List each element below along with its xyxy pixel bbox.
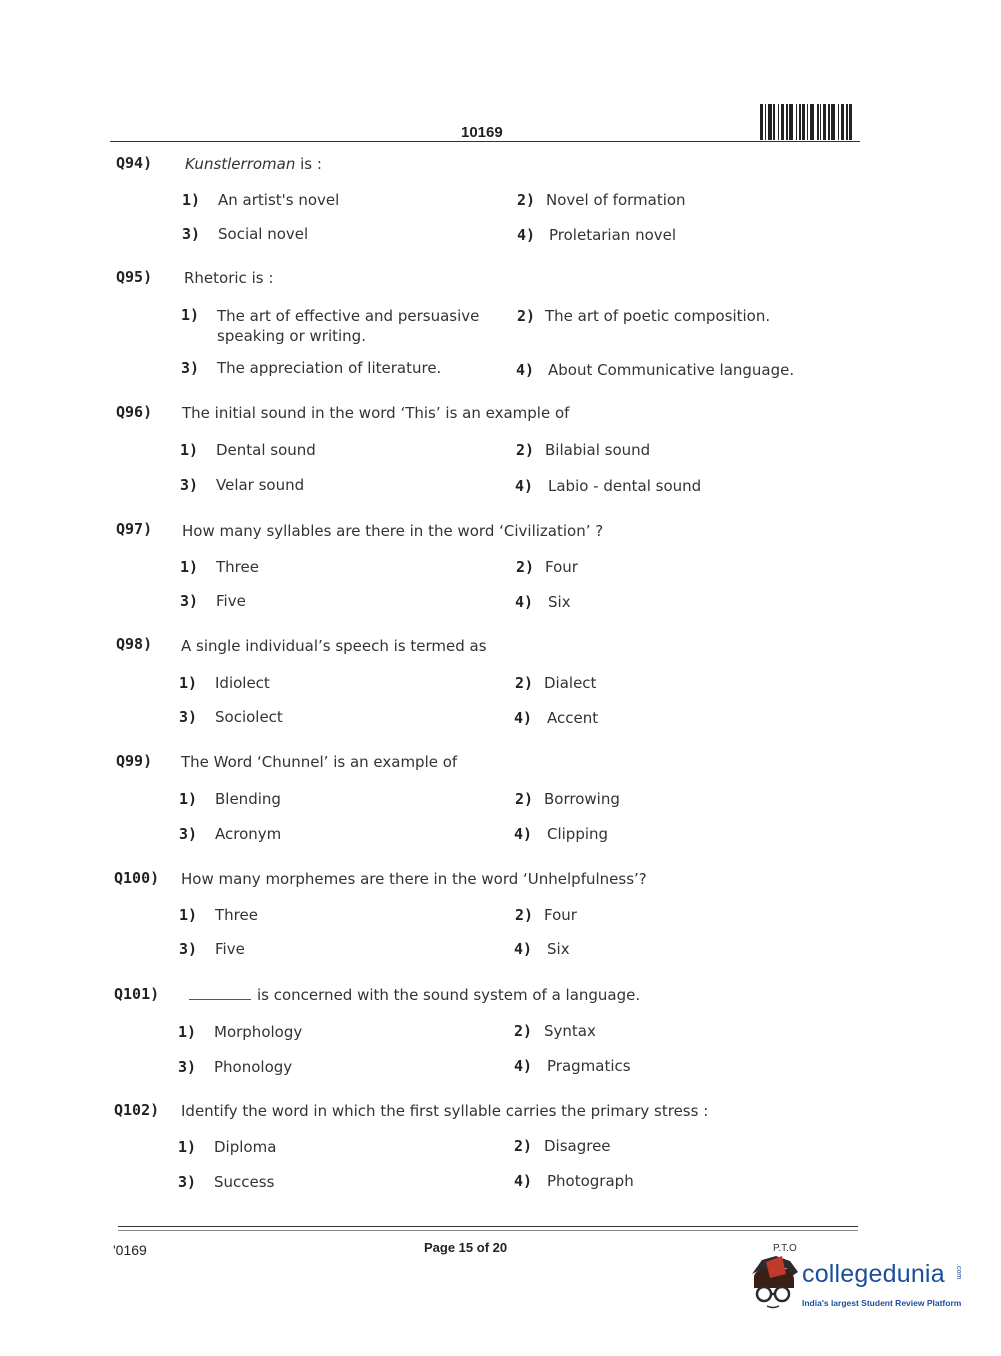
option-1[interactable]: [182, 191, 339, 209]
option-text: Three: [216, 558, 259, 576]
question-text: The Word ‘Chunnel’ is an example of: [181, 753, 458, 771]
option-number: 3): [182, 225, 201, 243]
question-number: Q97): [116, 520, 153, 538]
option-4[interactable]: [515, 593, 571, 611]
question-number: Q94): [116, 154, 153, 172]
option-number: 4): [514, 940, 533, 958]
logo-tagline: India's largest Student Review Platform: [802, 1298, 962, 1308]
option-text: Velar sound: [216, 476, 305, 494]
option-text: Accent: [547, 709, 599, 727]
option-2[interactable]: [514, 1022, 596, 1040]
option-number: 1): [179, 906, 198, 924]
option-1[interactable]: [179, 906, 258, 924]
option-text: Dental sound: [216, 441, 316, 459]
option-number: 3): [178, 1173, 197, 1191]
option-text: Five: [216, 592, 246, 610]
option-text: Sociolect: [215, 708, 283, 726]
question-text: How many morphemes are there in the word ‘Unhelpfulness’?: [181, 870, 647, 888]
option-number: 1): [178, 1138, 197, 1156]
option-text: Blending: [215, 790, 281, 808]
question-number: Q100): [114, 869, 160, 887]
option-number: 4): [514, 709, 533, 727]
option-text: The appreciation of literature.: [217, 359, 442, 377]
option-2[interactable]: [515, 674, 596, 692]
question-text-rest: is concerned with the sound system of a language.: [257, 986, 641, 1004]
option-3[interactable]: [178, 1173, 274, 1191]
option-1[interactable]: [178, 1138, 276, 1156]
option-number: 2): [517, 307, 536, 325]
option-text: Pragmatics: [547, 1057, 631, 1075]
option-4[interactable]: [516, 361, 794, 379]
option-text: Three: [215, 906, 258, 924]
question-text: How many syllables are there in the word ‘Civilization’ ?: [182, 522, 604, 540]
footer-rule-thin: [118, 1230, 858, 1231]
option-number: 1): [179, 674, 198, 692]
option-3[interactable]: [182, 225, 308, 243]
option-text: Success: [214, 1173, 275, 1191]
option-2[interactable]: [517, 307, 770, 325]
option-text: Diploma: [214, 1138, 277, 1156]
question-number: Q95): [116, 268, 153, 286]
option-number: 4): [515, 593, 534, 611]
option-2[interactable]: [515, 790, 620, 808]
option-number: 2): [514, 1022, 533, 1040]
option-4[interactable]: [514, 709, 598, 727]
option-text: Four: [544, 906, 577, 924]
option-number: 2): [515, 906, 534, 924]
option-text: Syntax: [544, 1022, 596, 1040]
logo-wordmark: collegedunia: [802, 1260, 945, 1288]
paper-code: 10169: [461, 124, 503, 141]
option-number: 2): [516, 441, 535, 459]
option-1[interactable]: [178, 1023, 302, 1041]
question-text-italic: Kunstlerroman: [185, 155, 296, 173]
collegedunia-logo[interactable]: [742, 1252, 972, 1316]
option-4[interactable]: [514, 940, 570, 958]
option-text: Phonology: [214, 1058, 293, 1076]
option-number: 4): [514, 1057, 533, 1075]
option-number: 3): [180, 476, 199, 494]
option-3[interactable]: [180, 476, 304, 494]
option-4[interactable]: [514, 825, 608, 843]
option-2[interactable]: [517, 191, 686, 209]
question-number: Q98): [116, 635, 153, 653]
option-number: 3): [178, 1058, 197, 1076]
option-text: Bilabial sound: [545, 441, 651, 459]
option-text: Six: [547, 940, 570, 958]
option-text: Five: [215, 940, 245, 958]
question-text-rest: is :: [295, 155, 322, 173]
option-text: Clipping: [547, 825, 609, 843]
option-text: Idiolect: [215, 674, 270, 692]
option-2[interactable]: [516, 441, 650, 459]
option-number: 3): [181, 359, 200, 377]
option-3[interactable]: [179, 940, 245, 958]
fill-in-blank: [189, 989, 251, 1000]
option-number: 1): [181, 306, 200, 324]
question-text: A single individual’s speech is termed as: [181, 637, 487, 655]
option-number: 4): [516, 361, 535, 379]
option-2[interactable]: [516, 558, 578, 576]
option-1[interactable]: [179, 674, 270, 692]
option-3[interactable]: [179, 708, 283, 726]
question-number: Q101): [114, 985, 160, 1003]
option-text: Labio - dental sound: [548, 477, 702, 495]
option-number: 3): [179, 708, 198, 726]
option-text: About Communicative language.: [548, 361, 795, 379]
footer-paper-code: '0169: [113, 1242, 147, 1258]
question-text: Rhetoric is :: [184, 269, 274, 287]
option-number: 3): [180, 592, 199, 610]
page-number: Page 15 of 20: [424, 1240, 508, 1255]
option-number: 4): [515, 477, 534, 495]
option-text: Four: [545, 558, 578, 576]
option-text: Novel of formation: [546, 191, 686, 209]
student-mascot-icon: [742, 1252, 802, 1312]
option-number: 2): [517, 191, 536, 209]
option-number: 1): [180, 558, 199, 576]
logo-domain: .com: [955, 1264, 962, 1280]
option-1[interactable]: [180, 558, 259, 576]
header-rule: [110, 141, 860, 142]
option-number: 3): [179, 825, 198, 843]
option-number: 2): [516, 558, 535, 576]
question-text: [189, 986, 640, 1004]
option-number: 2): [514, 1137, 533, 1155]
option-number: 1): [182, 191, 201, 209]
option-4[interactable]: [514, 1172, 634, 1190]
option-number: 2): [515, 790, 534, 808]
option-text: Photograph: [547, 1172, 634, 1190]
option-number: 4): [514, 825, 533, 843]
option-number: 4): [514, 1172, 533, 1190]
question-text: The initial sound in the word ‘This’ is an example of: [182, 404, 570, 422]
option-4[interactable]: [517, 226, 676, 244]
option-1[interactable]: [179, 790, 281, 808]
option-3[interactable]: [178, 1058, 292, 1076]
question-number: Q99): [116, 752, 153, 770]
option-3[interactable]: [180, 592, 246, 610]
option-number: 2): [515, 674, 534, 692]
pto-label: P.T.O: [773, 1243, 797, 1254]
option-text: An artist's novel: [218, 191, 340, 209]
option-number: 1): [180, 441, 199, 459]
option-text: Social novel: [218, 225, 309, 243]
option-4[interactable]: [514, 1057, 631, 1075]
option-number: 1): [178, 1023, 197, 1041]
option-text: The art of poetic composition.: [545, 307, 771, 325]
option-text: The art of effective and persuasive speaking or writing.: [217, 307, 480, 345]
option-text: Morphology: [214, 1023, 303, 1041]
question-number: Q102): [114, 1101, 160, 1119]
option-1[interactable]: [180, 441, 316, 459]
option-number: 1): [179, 790, 198, 808]
option-text: Acronym: [215, 825, 282, 843]
footer-rule: [118, 1226, 858, 1227]
option-text: Borrowing: [544, 790, 620, 808]
option-2[interactable]: [514, 1137, 611, 1155]
option-text: Proletarian novel: [549, 226, 677, 244]
option-number: 4): [517, 226, 536, 244]
question-number: Q96): [116, 403, 153, 421]
option-1[interactable]: [181, 306, 501, 346]
question-text: [185, 155, 322, 173]
option-text: Six: [548, 593, 571, 611]
option-3[interactable]: [179, 825, 281, 843]
option-number: 3): [179, 940, 198, 958]
option-2[interactable]: [515, 906, 577, 924]
option-4[interactable]: [515, 477, 701, 495]
option-text: Disagree: [544, 1137, 611, 1155]
question-text: Identify the word in which the first syllable carries the primary stress :: [181, 1102, 709, 1120]
option-3[interactable]: [181, 359, 441, 377]
option-text: Dialect: [544, 674, 597, 692]
barcode-image: [760, 104, 858, 140]
